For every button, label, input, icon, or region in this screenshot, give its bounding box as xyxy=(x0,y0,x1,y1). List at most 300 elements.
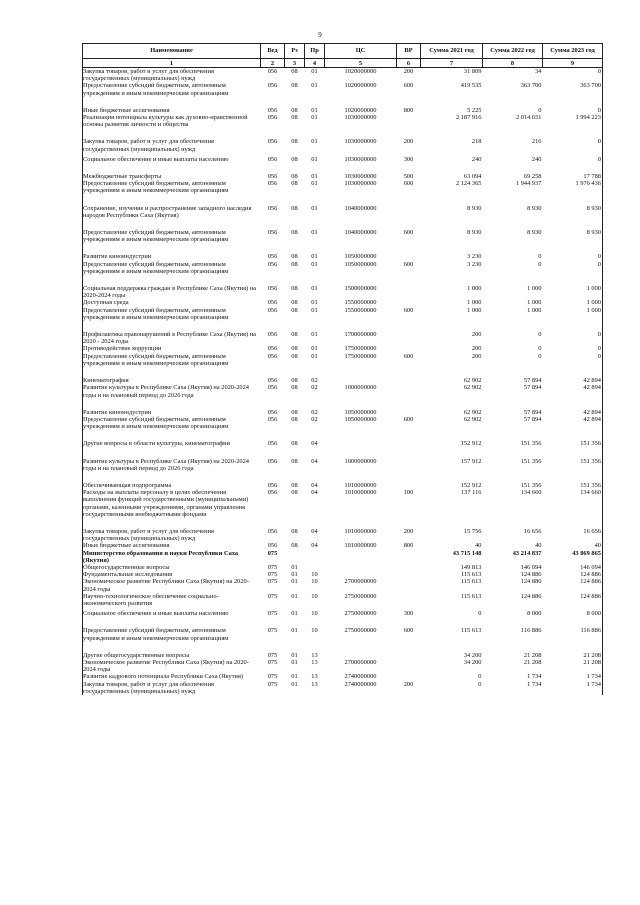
cell-sum-2021: 152 912 xyxy=(460,481,482,489)
table-row xyxy=(83,642,603,659)
column-number: 4 xyxy=(305,59,325,68)
cell-sum-2022: 16 656 xyxy=(523,527,542,535)
cell-rz: 08 xyxy=(291,489,298,497)
cell-sum-2023: 0 xyxy=(543,321,603,345)
cell-pr: 01 xyxy=(311,180,318,188)
cell-sum-2023: 151 356 xyxy=(543,430,603,447)
cell-sum-2023: 42 894 xyxy=(543,399,603,416)
cell-sum-2022: 151 356 xyxy=(520,440,542,448)
cell-name: Предоставление субсидий бюджетным, автономным учреждениям и иным некоммерческим организациям xyxy=(83,261,261,275)
cell-sum-2023: 1 734 xyxy=(543,681,603,695)
cell-name: Закупка товаров, работ и услуг для обеспечения государственных (муниципальных) нужд xyxy=(83,518,261,542)
cell-sum-2021: 1 000 xyxy=(467,306,482,314)
cell-cs: 2700000000 xyxy=(344,658,377,666)
cell-cs: 2750000000 xyxy=(344,627,377,635)
cell-sum-2022: 116 886 xyxy=(520,627,542,635)
column-number: 1 xyxy=(83,59,261,68)
cell-ved: 056 xyxy=(267,457,278,465)
cell-ved: 056 xyxy=(267,204,278,212)
cell-rz: 01 xyxy=(291,651,298,659)
cell-sum-2021: 2 124 365 xyxy=(455,180,482,188)
cell-name: Иные бюджетные ассигнования xyxy=(83,97,261,114)
cell-sum-2022: 124 886 xyxy=(520,571,542,579)
cell-cs: 1020000000 xyxy=(344,82,377,90)
cell-sum-2021: 62 902 xyxy=(463,415,482,423)
page-number: 9 xyxy=(318,31,322,39)
table-row xyxy=(83,353,603,367)
cell-vr: 100 xyxy=(403,489,414,497)
table-row xyxy=(83,68,603,83)
cell-vr xyxy=(397,399,421,416)
cell-rz: 08 xyxy=(291,106,298,114)
cell-sum-2023: 363 700 xyxy=(543,82,603,96)
cell-pr: 13 xyxy=(311,651,318,659)
cell-pr: 04 xyxy=(311,440,318,448)
cell-pr: 01 xyxy=(311,82,318,90)
table-row xyxy=(83,564,603,571)
cell-pr: 10 xyxy=(311,592,318,600)
cell-ved: 075 xyxy=(267,549,278,557)
column-number: 6 xyxy=(397,59,421,68)
cell-rz xyxy=(285,550,305,564)
cell-pr: 01 xyxy=(311,106,318,114)
cell-rz: 08 xyxy=(291,299,298,307)
cell-pr xyxy=(305,550,325,564)
cell-sum-2023: 40 xyxy=(543,542,603,549)
cell-pr: 02 xyxy=(311,377,318,385)
cell-rz: 08 xyxy=(291,114,298,122)
cell-rz: 08 xyxy=(291,180,298,188)
table-row xyxy=(83,399,603,416)
cell-sum-2021: 419 535 xyxy=(460,82,482,90)
cell-vr xyxy=(397,550,421,564)
cell-vr xyxy=(397,321,421,345)
cell-vr xyxy=(397,578,421,592)
cell-sum-2022: 8 930 xyxy=(527,229,542,237)
table-row xyxy=(83,153,603,163)
table-row xyxy=(83,448,603,472)
cell-pr: 01 xyxy=(311,306,318,314)
cell-sum-2022: 21 208 xyxy=(523,658,542,666)
cell-ved: 056 xyxy=(267,106,278,114)
cell-pr: 10 xyxy=(311,578,318,586)
cell-pr: 01 xyxy=(311,68,318,75)
cell-sum-2021: 2 187 916 xyxy=(455,114,482,122)
table-row xyxy=(83,542,603,549)
table-row xyxy=(83,275,603,299)
cell-pr: 04 xyxy=(311,542,318,550)
cell-rz: 08 xyxy=(291,345,298,353)
cell-cs: 1550000000 xyxy=(344,306,377,314)
table-row xyxy=(83,550,603,564)
cell-vr: 200 xyxy=(403,680,414,688)
cell-name: Экономическое развитие Республики Саха (Якутия) на 2020-2024 годы xyxy=(83,578,261,592)
cell-vr: 200 xyxy=(403,527,414,535)
cell-name: Социальное обеспечение и иные выплаты населению xyxy=(83,607,261,617)
cell-rz: 08 xyxy=(291,352,298,360)
cell-rz: 08 xyxy=(291,138,298,146)
cell-sum-2021: 137 116 xyxy=(460,489,482,497)
cell-sum-2023: 0 xyxy=(543,243,603,260)
cell-ved: 056 xyxy=(267,155,278,163)
table-row xyxy=(83,307,603,321)
cell-name: Развитие культуры в Республике Саха (Якутия) на 2020-2024 годы и на плановый период до 2026 года xyxy=(83,448,261,472)
column-number: 7 xyxy=(421,59,483,68)
cell-sum-2022: 69 258 xyxy=(523,173,542,181)
cell-sum-2022: 21 208 xyxy=(523,651,542,659)
cell-sum-2022: 0 xyxy=(538,106,542,114)
cell-vr: 600 xyxy=(403,306,414,314)
cell-name: Межбюджетные трансферты xyxy=(83,163,261,180)
cell-sum-2022: 57 894 xyxy=(523,408,542,416)
cell-sum-2022: 40 xyxy=(535,542,542,550)
cell-cs: 1750000000 xyxy=(344,345,377,353)
cell-rz: 08 xyxy=(291,331,298,339)
cell-sum-2021: 240 xyxy=(471,155,482,163)
cell-pr: 04 xyxy=(311,481,318,489)
cell-sum-2022: 57 894 xyxy=(523,415,542,423)
cell-sum-2022: 57 894 xyxy=(523,384,542,392)
cell-sum-2022: 43 214 837 xyxy=(512,549,542,557)
cell-sum-2021: 15 756 xyxy=(463,527,482,535)
cell-name: Фундаментальные исследования xyxy=(83,571,261,578)
cell-cs: 1000000000 xyxy=(344,384,377,392)
cell-vr xyxy=(397,472,421,489)
cell-sum-2021: 0 xyxy=(478,680,482,688)
cell-sum-2022: 146 094 xyxy=(520,563,542,571)
cell-ved: 056 xyxy=(267,331,278,339)
cell-vr: 600 xyxy=(403,82,414,90)
cell-rz: 08 xyxy=(291,285,298,293)
cell-pr: 01 xyxy=(311,260,318,268)
cell-sum-2023: 0 xyxy=(543,353,603,367)
cell-sum-2023: 116 886 xyxy=(543,617,603,641)
cell-cs xyxy=(325,367,397,384)
cell-sum-2022: 151 356 xyxy=(520,457,542,465)
cell-sum-2023: 134 660 xyxy=(543,489,603,518)
table-row xyxy=(83,114,603,128)
cell-vr xyxy=(397,673,421,680)
cell-pr: 01 xyxy=(311,229,318,237)
cell-ved: 075 xyxy=(267,680,278,688)
cell-rz: 08 xyxy=(291,377,298,385)
cell-rz: 08 xyxy=(291,229,298,237)
cell-pr: 02 xyxy=(311,408,318,416)
cell-sum-2021: 43 715 148 xyxy=(452,549,482,557)
cell-sum-2021: 152 912 xyxy=(460,440,482,448)
cell-sum-2021: 200 xyxy=(471,331,482,339)
cell-ved: 075 xyxy=(267,571,278,579)
cell-name: Предоставление субсидий бюджетным, автономным учреждениям и иным некоммерческим организациям xyxy=(83,219,261,243)
cell-sum-2023: 21 208 xyxy=(543,659,603,673)
cell-name: Экономическое развитие Республики Саха (Якутия) на 2020-2024 годы xyxy=(83,659,261,673)
cell-name: Другие вопросы в области культуры, кинематографии xyxy=(83,430,261,447)
cell-pr: 02 xyxy=(311,415,318,423)
cell-cs: 1010000000 xyxy=(344,481,377,489)
cell-vr xyxy=(397,571,421,578)
header-vr: ВР xyxy=(397,44,421,59)
cell-cs xyxy=(325,571,397,578)
cell-ved: 056 xyxy=(267,306,278,314)
cell-vr xyxy=(397,430,421,447)
cell-sum-2022: 0 xyxy=(538,331,542,339)
cell-rz: 01 xyxy=(291,578,298,586)
cell-cs: 1050000000 xyxy=(344,415,377,423)
cell-sum-2023: 0 xyxy=(543,345,603,352)
cell-vr: 600 xyxy=(403,260,414,268)
cell-name: Закупка товаров, работ и услуг для обеспечения государственных (муниципальных) нужд xyxy=(83,68,261,83)
cell-sum-2021: 149 813 xyxy=(460,563,482,571)
cell-pr: 13 xyxy=(311,680,318,688)
cell-rz: 08 xyxy=(291,415,298,423)
cell-sum-2021: 3 230 xyxy=(467,253,482,261)
table-header-row xyxy=(83,44,603,59)
cell-ved: 056 xyxy=(267,384,278,392)
cell-sum-2023: 42 894 xyxy=(543,367,603,384)
cell-name: Закупка товаров, работ и услуг для обеспечения государственных (муниципальных) нужд xyxy=(83,681,261,695)
column-number-row xyxy=(83,59,603,68)
cell-cs: 1050000000 xyxy=(344,260,377,268)
cell-sum-2022: 0 xyxy=(538,345,542,353)
cell-sum-2023: 146 094 xyxy=(543,564,603,571)
cell-vr: 600 xyxy=(403,415,414,423)
cell-ved: 056 xyxy=(267,542,278,550)
table-row xyxy=(83,518,603,542)
cell-sum-2021: 200 xyxy=(471,352,482,360)
cell-name: Кинематография xyxy=(83,367,261,384)
header-sum-2021: Сумма 2021 год xyxy=(421,44,483,59)
cell-rz: 08 xyxy=(291,440,298,448)
cell-rz: 08 xyxy=(291,82,298,90)
cell-rz: 08 xyxy=(291,527,298,535)
cell-name: Иные бюджетные ассигнования xyxy=(83,542,261,549)
cell-sum-2021: 200 xyxy=(471,345,482,353)
cell-sum-2021: 31 809 xyxy=(463,68,482,75)
cell-vr: 200 xyxy=(403,138,414,146)
cell-sum-2022: 240 xyxy=(531,155,542,163)
cell-pr: 01 xyxy=(311,204,318,212)
cell-cs xyxy=(325,430,397,447)
cell-sum-2023: 124 886 xyxy=(543,571,603,578)
cell-ved: 056 xyxy=(267,260,278,268)
cell-ved: 056 xyxy=(267,285,278,293)
cell-sum-2022: 57 894 xyxy=(523,377,542,385)
table-row xyxy=(83,571,603,578)
cell-sum-2022: 2 014 651 xyxy=(515,114,542,122)
cell-sum-2022: 0 xyxy=(538,253,542,261)
table-row xyxy=(83,659,603,673)
cell-rz: 08 xyxy=(291,173,298,181)
cell-vr xyxy=(397,593,421,607)
cell-sum-2021: 8 930 xyxy=(467,229,482,237)
cell-sum-2023: 17 788 xyxy=(543,163,603,180)
cell-pr: 04 xyxy=(311,527,318,535)
cell-rz: 08 xyxy=(291,384,298,392)
cell-sum-2023: 16 656 xyxy=(543,518,603,542)
cell-name: Научно-технологическое обеспечение социально-экономического развития xyxy=(83,593,261,607)
cell-cs: 1750000000 xyxy=(344,352,377,360)
cell-sum-2023: 42 894 xyxy=(543,384,603,398)
cell-pr: 10 xyxy=(311,627,318,635)
cell-rz: 08 xyxy=(291,68,298,75)
cell-rz: 08 xyxy=(291,542,298,550)
cell-vr xyxy=(397,448,421,472)
table-row xyxy=(83,321,603,345)
cell-ved: 056 xyxy=(267,299,278,307)
cell-pr: 01 xyxy=(311,173,318,181)
table-row xyxy=(83,345,603,352)
table-row xyxy=(83,82,603,96)
cell-name: Развитие кинoиндустрии xyxy=(83,243,261,260)
cell-rz: 01 xyxy=(291,610,298,618)
column-number: 5 xyxy=(325,59,397,68)
cell-sum-2022: 216 xyxy=(531,138,542,146)
cell-sum-2022: 134 660 xyxy=(520,489,542,497)
header-sum-2023: Сумма 2023 год xyxy=(543,44,603,59)
cell-rz: 01 xyxy=(291,680,298,688)
cell-name: Предоставление субсидий бюджетным, автономным учреждениям и иным некоммерческим организациям xyxy=(83,82,261,96)
cell-pr: 10 xyxy=(311,610,318,618)
cell-sum-2022: 1 000 xyxy=(527,285,542,293)
cell-sum-2023: 1 994 223 xyxy=(543,114,603,128)
table-row xyxy=(83,97,603,114)
cell-sum-2021: 1 000 xyxy=(467,299,482,307)
cell-name: Закупка товаров, работ и услуг для обеспечения государственных (муниципальных) нужд xyxy=(83,128,261,152)
cell-ved: 056 xyxy=(267,114,278,122)
cell-vr xyxy=(397,114,421,128)
table-row xyxy=(83,195,603,219)
cell-ved: 056 xyxy=(267,408,278,416)
cell-name: Предоставление субсидий бюджетным, автономным учреждениям и иным некоммерческим организациям xyxy=(83,416,261,430)
cell-sum-2023: 1 000 xyxy=(543,307,603,321)
cell-sum-2022: 1 734 xyxy=(527,673,542,681)
table-row xyxy=(83,243,603,260)
table-row xyxy=(83,472,603,489)
cell-vr: 600 xyxy=(403,180,414,188)
table-row xyxy=(83,261,603,275)
cell-name: Предоставление субсидий бюджетным, автономным учреждениям и иным некоммерческим организациям xyxy=(83,180,261,194)
cell-rz: 01 xyxy=(291,658,298,666)
cell-vr xyxy=(397,195,421,219)
cell-sum-2021: 62 902 xyxy=(463,377,482,385)
cell-name: Предоставление субсидий бюджетным, автономным учреждениям и иным некоммерческим организациям xyxy=(83,617,261,641)
cell-cs xyxy=(325,550,397,564)
header-pr: Пр xyxy=(305,44,325,59)
cell-sum-2022: 8 930 xyxy=(527,204,542,212)
cell-sum-2021: 3 230 xyxy=(467,260,482,268)
table-row xyxy=(83,367,603,384)
column-number: 3 xyxy=(285,59,305,68)
cell-sum-2023: 8 930 xyxy=(543,219,603,243)
cell-rz: 08 xyxy=(291,155,298,163)
cell-ved: 056 xyxy=(267,440,278,448)
cell-sum-2021: 115 613 xyxy=(460,571,482,579)
cell-sum-2022: 0 xyxy=(538,352,542,360)
column-number: 2 xyxy=(261,59,285,68)
cell-ved: 056 xyxy=(267,352,278,360)
cell-vr xyxy=(397,345,421,352)
cell-cs: 1500000000 xyxy=(344,285,377,293)
cell-rz: 01 xyxy=(291,571,298,579)
cell-pr: 01 xyxy=(311,114,318,122)
cell-sum-2021: 115 613 xyxy=(460,578,482,586)
cell-ved: 056 xyxy=(267,481,278,489)
cell-cs: 1050000000 xyxy=(344,408,377,416)
cell-rz: 08 xyxy=(291,253,298,261)
cell-ved: 056 xyxy=(267,345,278,353)
cell-pr: 10 xyxy=(311,571,318,579)
cell-cs: 1040000000 xyxy=(344,204,377,212)
cell-ved: 056 xyxy=(267,68,278,75)
table-row xyxy=(83,489,603,518)
cell-name: Социальное обеспечение и иные выплаты населению xyxy=(83,153,261,163)
cell-cs: 1030000000 xyxy=(344,138,377,146)
cell-pr: 04 xyxy=(311,457,318,465)
cell-pr: 01 xyxy=(311,285,318,293)
cell-vr: 600 xyxy=(403,627,414,635)
header-cs: ЦС xyxy=(325,44,397,59)
cell-ved: 075 xyxy=(267,673,278,681)
table-body xyxy=(83,68,603,696)
cell-sum-2022: 34 xyxy=(535,68,542,75)
cell-pr xyxy=(305,564,325,571)
cell-rz: 01 xyxy=(291,627,298,635)
cell-vr xyxy=(397,243,421,260)
cell-rz: 08 xyxy=(291,204,298,212)
cell-cs: 1030000000 xyxy=(344,173,377,181)
cell-ved: 056 xyxy=(267,82,278,90)
cell-pr: 01 xyxy=(311,155,318,163)
cell-sum-2023: 1 000 xyxy=(543,275,603,299)
cell-cs: 1040000000 xyxy=(344,229,377,237)
header-ved: Вед xyxy=(261,44,285,59)
cell-vr xyxy=(397,659,421,673)
cell-cs: 2740000000 xyxy=(344,680,377,688)
cell-vr xyxy=(397,367,421,384)
table-row xyxy=(83,607,603,617)
cell-sum-2022: 124 886 xyxy=(520,578,542,586)
cell-sum-2021: 63 094 xyxy=(463,173,482,181)
table-row xyxy=(83,163,603,180)
cell-name: Развитие кадрового потенциала Республики Саха (Якутия) xyxy=(83,673,261,680)
cell-sum-2023: 21 208 xyxy=(543,642,603,659)
cell-sum-2023: 8 930 xyxy=(543,195,603,219)
table-row xyxy=(83,128,603,152)
cell-sum-2022: 124 886 xyxy=(520,592,542,600)
cell-rz: 08 xyxy=(291,408,298,416)
cell-vr: 800 xyxy=(403,542,414,550)
cell-sum-2023: 124 886 xyxy=(543,578,603,592)
cell-sum-2021: 62 902 xyxy=(463,384,482,392)
cell-cs: 2740000000 xyxy=(344,673,377,681)
cell-cs: 2750000000 xyxy=(344,592,377,600)
cell-cs: 1700000000 xyxy=(344,331,377,339)
cell-ved: 075 xyxy=(267,627,278,635)
table-row xyxy=(83,578,603,592)
cell-ved: 056 xyxy=(267,173,278,181)
cell-name: Социальная поддержка граждан в Республике Саха (Якутия) на 2020-2024 годы xyxy=(83,275,261,299)
cell-sum-2022: 1 000 xyxy=(527,299,542,307)
table-row xyxy=(83,416,603,430)
cell-vr: 800 xyxy=(403,106,414,114)
cell-name: Обеспечивающая подпрограмма xyxy=(83,472,261,489)
cell-ved: 056 xyxy=(267,229,278,237)
cell-name: Общегосударственные вопросы xyxy=(83,564,261,571)
cell-ved: 056 xyxy=(267,527,278,535)
column-number: 9 xyxy=(543,59,603,68)
cell-sum-2023: 151 356 xyxy=(543,448,603,472)
cell-vr xyxy=(397,564,421,571)
